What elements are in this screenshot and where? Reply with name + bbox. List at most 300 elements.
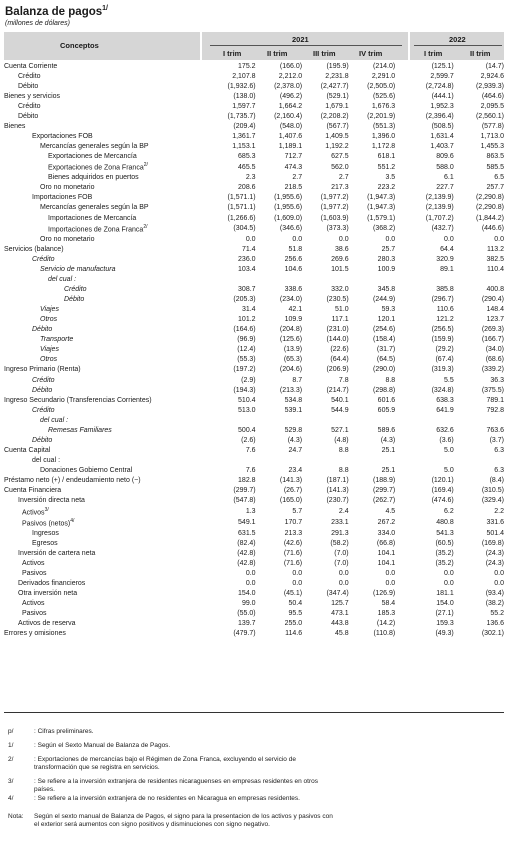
table-row: [4, 223, 504, 234]
column-gap: [395, 325, 403, 335]
table-row: [4, 121, 504, 131]
table-cell: (169.8): [481, 539, 504, 547]
table-cell: 1,713.0: [480, 132, 504, 140]
table-cell: 233.1: [331, 519, 349, 527]
table-cell: (188.9): [373, 477, 396, 484]
table-cell: [302, 455, 349, 465]
table-cell: 2,291.0: [371, 72, 396, 80]
table-cell: (231.0): [326, 326, 349, 334]
table-cell: (1,932.6): [227, 82, 256, 90]
table-row: [4, 579, 504, 589]
table-cell: 5.0: [444, 446, 454, 454]
table-cell: 25.7: [381, 245, 396, 253]
table-row: [4, 131, 504, 141]
row-label: [4, 71, 209, 81]
table-row: [4, 506, 504, 517]
table-cell: 513.0: [238, 406, 256, 414]
table-cell: (93.4): [485, 590, 504, 598]
column-gap: [395, 465, 403, 475]
table-cell: (304.5): [233, 225, 256, 233]
header-concepts: Conceptos: [60, 41, 99, 50]
table-row: [4, 355, 504, 365]
table-cell: (577.8): [481, 122, 504, 130]
table-cell: 627.5: [331, 152, 349, 160]
table-cell: [209, 275, 256, 285]
row-footnote-ref: 4/: [70, 517, 75, 524]
table-row: [4, 183, 504, 193]
row-label-text: Cuenta Capital: [4, 446, 51, 454]
table-cell: 1,676.3: [371, 102, 396, 110]
table-row: [4, 71, 504, 81]
table-cell: 101.5: [331, 266, 349, 274]
row-label: [4, 465, 209, 475]
table-cell: 1,396.0: [371, 132, 396, 140]
table-cell: 101.2: [238, 316, 256, 324]
row-label-text: Activos: [22, 559, 45, 567]
table-cell: 473.1: [331, 610, 349, 618]
table-cell: 5.0: [444, 466, 454, 474]
table-cell: [454, 275, 504, 285]
row-label: [4, 183, 209, 193]
table-cell: 269.6: [331, 255, 349, 263]
table-cell: (299.7): [373, 487, 396, 495]
table-cell: (474.6): [431, 497, 454, 505]
table-cell: (204.6): [279, 366, 303, 374]
row-label-text: Otra inversión neta: [18, 590, 78, 598]
table-cell: 338.6: [284, 286, 303, 294]
row-label: [4, 345, 209, 355]
row-label-text: Débito: [32, 436, 53, 444]
table-cell: (3.7): [489, 436, 504, 444]
table-cell: (120.1): [431, 477, 454, 484]
table-cell: 500.4: [238, 426, 256, 434]
table-cell: (8.4): [489, 477, 504, 484]
table-cell: 685.3: [238, 152, 256, 160]
column-gap: [395, 101, 403, 111]
table-cell: 549.1: [238, 519, 256, 527]
table-cell: 0.0: [444, 569, 454, 577]
column-gap: [395, 558, 403, 568]
table-cell: (7.0): [334, 559, 349, 567]
table-cell: 103.4: [238, 266, 256, 274]
table-cell: (1,579.1): [367, 214, 396, 222]
row-label-text: Derivados financieros: [18, 580, 86, 588]
table-cell: (290.4): [481, 296, 504, 304]
table-row: [4, 599, 504, 609]
table-cell: 6.3: [494, 466, 504, 474]
table-row: [4, 415, 504, 425]
row-label-text: Cuenta Financiera: [4, 487, 62, 495]
table-cell: 789.1: [486, 396, 504, 404]
table-cell: (508.5): [431, 122, 454, 130]
table-cell: 2,095.5: [480, 102, 504, 110]
column-gap: [395, 173, 403, 183]
table-cell: 541.3: [436, 529, 454, 537]
table-cell: 5.5: [444, 376, 454, 384]
column-gap: [395, 486, 403, 496]
table-cell: 223.2: [377, 184, 396, 192]
table-cell: 540.1: [331, 396, 349, 404]
table-cell: (1,947.3): [367, 204, 396, 212]
column-gap: [395, 234, 403, 244]
row-label: [4, 223, 209, 234]
row-label: [4, 131, 209, 141]
row-label: [4, 91, 209, 101]
row-label: [4, 589, 209, 599]
row-label: [4, 315, 209, 325]
table-cell: 25.1: [381, 446, 396, 454]
table-cell: 863.5: [486, 152, 504, 160]
table-row: [4, 475, 504, 485]
table-cell: (1,571.1): [227, 194, 256, 202]
column-gap: [395, 517, 403, 528]
row-label: [4, 193, 209, 203]
row-label-text: Ingresos: [32, 529, 59, 537]
table-row: [4, 173, 504, 183]
table-cell: (2,201.9): [367, 112, 396, 120]
table-row: [4, 203, 504, 213]
column-gap: [395, 141, 403, 151]
footnote-key: 4/: [8, 795, 14, 802]
row-label-text: Débito: [64, 296, 85, 304]
row-label: [4, 375, 209, 385]
row-footnote-ref: 2/: [143, 162, 148, 169]
row-label: [4, 355, 209, 365]
row-label-text: Bienes: [4, 122, 26, 130]
table-row: [4, 405, 504, 415]
table-row: [4, 193, 504, 203]
row-label: [4, 415, 209, 425]
table-cell: 123.7: [486, 316, 504, 324]
table-cell: (567.7): [326, 122, 349, 130]
table-row: [4, 335, 504, 345]
column-gap: [395, 203, 403, 213]
row-label: [4, 203, 209, 213]
table-cell: 1,631.4: [430, 132, 454, 140]
column-gap: [395, 619, 403, 629]
table-cell: 31.4: [241, 306, 256, 314]
table-cell: 589.6: [377, 426, 396, 434]
row-label: [4, 568, 209, 578]
row-label: [4, 455, 209, 465]
row-label: [4, 325, 209, 335]
table-row: [4, 528, 504, 538]
table-cell: (213.3): [279, 386, 303, 394]
table-cell: 4.5: [385, 507, 396, 515]
row-label-text: Pasivos: [22, 610, 47, 618]
table-cell: (22.6): [330, 346, 349, 354]
row-label: [4, 599, 209, 609]
table-cell: 71.4: [241, 245, 256, 253]
table-cell: [454, 415, 504, 425]
table-cell: 8.8: [338, 466, 349, 474]
row-label: [4, 254, 209, 264]
column-gap: [395, 435, 403, 445]
table-cell: (209.4): [233, 122, 256, 130]
table-cell: 1,952.3: [430, 102, 454, 110]
table-cell: 1,172.8: [371, 142, 396, 150]
table-row: [4, 275, 504, 285]
table-cell: 185.3: [377, 610, 396, 618]
column-gap: [395, 275, 403, 285]
table-cell: 291.3: [331, 529, 349, 537]
table-cell: 58.4: [381, 600, 396, 608]
table-cell: (1,977.2): [320, 204, 349, 212]
table-cell: (1,571.1): [227, 204, 256, 212]
column-gap: [395, 375, 403, 385]
table-cell: 104.1: [377, 559, 396, 567]
row-label-text: Bienes y servicios: [4, 92, 61, 100]
column-gap: [395, 335, 403, 345]
column-gap: [395, 151, 403, 161]
row-label-text: del cual :: [32, 456, 61, 464]
row-label-text: Débito: [32, 326, 53, 334]
table-cell: 7.6: [245, 446, 256, 454]
table-cell: (2,290.8): [475, 194, 504, 202]
table-cell: 2,599.7: [430, 72, 454, 80]
table-cell: (55.0): [237, 610, 256, 618]
column-gap: [395, 548, 403, 558]
header-q2-2022: II trim: [470, 49, 491, 58]
row-label: [4, 234, 209, 244]
row-label-text: Exportaciones de Mercancía: [48, 152, 137, 160]
table-row: [4, 619, 504, 629]
table-cell: 227.7: [436, 184, 454, 192]
table-cell: 0.0: [385, 569, 396, 577]
row-label-text: Oro no monetario: [40, 184, 95, 192]
table-cell: (194.3): [233, 386, 256, 394]
year-underline: [414, 45, 502, 46]
table-cell: (49.3): [435, 630, 454, 638]
column-gap: [395, 111, 403, 121]
table-cell: 213.3: [284, 529, 303, 537]
footnote-key: 1/: [8, 742, 14, 749]
table-cell: (144.0): [326, 336, 349, 344]
table-cell: 0.0: [385, 235, 396, 243]
table-cell: (35.2): [435, 549, 454, 557]
footnote-key: 2/: [8, 756, 14, 763]
row-label: [4, 305, 209, 315]
table-cell: [256, 275, 303, 285]
table-cell: [302, 275, 349, 285]
table-cell: (2,505.0): [367, 82, 396, 90]
row-label-text: Débito: [18, 112, 39, 120]
row-label-text: Transporte: [40, 336, 74, 344]
row-label-text: Inversión directa neta: [18, 497, 85, 505]
table-cell: [404, 455, 454, 465]
page-subtitle: (millones de dólares): [5, 20, 70, 27]
table-cell: 501.4: [486, 529, 504, 537]
table-cell: 0.0: [494, 235, 504, 243]
row-label: [4, 81, 209, 91]
table-cell: 2.7: [338, 174, 349, 182]
table-row: [4, 141, 504, 151]
header-q2-2021: II trim: [267, 49, 288, 58]
row-label-text: Egresos: [32, 539, 58, 547]
table-cell: (27.1): [435, 610, 454, 618]
table-cell: [404, 415, 454, 425]
page-title: Balanza de pagos$^{1/}$: [5, 5, 108, 18]
table-cell: 641.9: [436, 406, 454, 414]
header-q4-2021: IV trim: [359, 49, 383, 58]
table-cell: (24.3): [485, 559, 504, 567]
row-label: [4, 101, 209, 111]
table-cell: (65.3): [283, 356, 303, 364]
row-label-text: Servicios (balance): [4, 245, 64, 253]
column-gap: [395, 71, 403, 81]
table-row: [4, 151, 504, 161]
table-cell: [209, 415, 256, 425]
table-cell: (34.0): [485, 346, 504, 354]
table-cell: (71.6): [283, 559, 303, 567]
table-row: [4, 254, 504, 264]
table-cell: 1,361.7: [232, 132, 256, 140]
row-label-text: Mercancías generales según la BP: [40, 142, 149, 150]
row-label-text: Débito: [18, 82, 39, 90]
column-gap: [395, 295, 403, 305]
table-cell: (206.9): [326, 366, 349, 374]
table-cell: (126.9): [373, 590, 396, 598]
row-footnote-ref: 2/: [143, 224, 148, 231]
table-cell: (256.5): [431, 326, 454, 334]
table-row: [4, 61, 504, 71]
table-cell: 0.0: [292, 235, 303, 243]
row-label: [4, 111, 209, 121]
table-cell: 208.6: [238, 184, 256, 192]
table-cell: 7.6: [245, 466, 256, 474]
table-cell: (166.7): [481, 336, 504, 344]
table-cell: 218.5: [284, 184, 303, 192]
table-cell: 0.0: [338, 580, 349, 588]
column-gap: [395, 629, 403, 639]
table-cell: (4.3): [287, 436, 303, 444]
table-cell: (14.2): [376, 620, 396, 628]
table-cell: 534.8: [284, 396, 303, 404]
table-cell: [256, 415, 303, 425]
row-label: [4, 475, 209, 485]
column-gap: [395, 183, 403, 193]
row-label-text: Viajes: [40, 346, 59, 354]
row-label: [4, 558, 209, 568]
table-cell: 588.0: [436, 163, 454, 171]
footnote-key: Nota:: [8, 813, 24, 820]
column-gap: [395, 496, 403, 506]
table-cell: (446.6): [481, 225, 504, 233]
table-row: [4, 213, 504, 223]
table-cell: (432.7): [431, 225, 454, 233]
table-cell: 331.6: [486, 519, 504, 527]
column-gap: [395, 599, 403, 609]
table-cell: (2,427.7): [320, 82, 349, 90]
table-cell: 334.0: [377, 529, 396, 537]
table-cell: (125.1): [431, 62, 454, 70]
table-cell: (166.0): [279, 62, 303, 70]
column-gap: [395, 609, 403, 619]
header-year-2022: 2022: [449, 35, 466, 44]
table-cell: (4.8): [334, 436, 349, 444]
row-label-text: del cual :: [48, 276, 77, 284]
table-cell: (1,844.2): [475, 214, 504, 222]
table-cell: (2,560.1): [475, 112, 504, 120]
table-cell: (205.3): [233, 296, 256, 304]
table-cell: 181.1: [436, 590, 454, 598]
table-row: [4, 385, 504, 395]
table-cell: (38.2): [485, 600, 504, 608]
table-cell: (4.3): [380, 436, 396, 444]
table-cell: (96.9): [237, 336, 256, 344]
table-row: [4, 395, 504, 405]
table-cell: (310.5): [481, 487, 504, 495]
column-gap: [395, 385, 403, 395]
table-row: [4, 629, 504, 639]
column-gap: [395, 538, 403, 548]
table-cell: (479.7): [233, 630, 256, 638]
table-cell: (66.8): [376, 539, 396, 547]
table-cell: 792.8: [486, 406, 504, 414]
table-cell: 24.7: [288, 446, 303, 454]
row-label: [4, 275, 209, 285]
table-cell: (2,139.9): [425, 194, 454, 202]
table-cell: 1,455.3: [480, 142, 504, 150]
table-cell: [349, 415, 396, 425]
table-cell: (64.5): [376, 356, 396, 364]
row-label-text: Remesas Familiares: [48, 426, 112, 434]
table-cell: (319.3): [431, 366, 454, 374]
table-row: [4, 81, 504, 91]
table-cell: (71.6): [283, 549, 303, 557]
table-cell: 148.4: [486, 306, 504, 314]
table-cell: 23.4: [288, 466, 303, 474]
table-cell: (2,378.0): [274, 82, 303, 90]
column-gap: [395, 506, 403, 517]
table-cell: (2,724.8): [425, 82, 454, 90]
row-label: [4, 365, 209, 375]
table-cell: (548.0): [279, 122, 303, 130]
table-cell: 0.0: [245, 569, 256, 577]
row-label-text: Débito: [32, 386, 53, 394]
table-cell: (45.1): [283, 590, 303, 598]
table-cell: 136.6: [486, 620, 504, 628]
column-gap: [395, 355, 403, 365]
table-row: [4, 425, 504, 435]
table-cell: (2,160.4): [274, 112, 303, 120]
row-label-text: Crédito: [18, 102, 41, 110]
table-cell: 400.8: [486, 286, 504, 294]
table-cell: 51.8: [288, 245, 303, 253]
row-label: [4, 425, 209, 435]
row-label-text: Crédito: [32, 406, 55, 414]
table-cell: (141.3): [279, 477, 303, 484]
table-cell: (230.7): [326, 497, 349, 505]
row-label-text: Mercancías generales según la BP: [40, 204, 149, 212]
table-cell: (42.8): [237, 559, 256, 567]
row-label: [4, 151, 209, 161]
table-cell: (29.2): [435, 346, 454, 354]
table-cell: 562.0: [331, 163, 349, 171]
table-cell: 345.8: [377, 286, 396, 294]
row-label: [4, 435, 209, 445]
footnote-text: Según el sexto manual de Balanza de Pagos, el signo para la presentacion de los activos y pasivos con el exterior será aumentos con signo positivos y disminuciones con signo negativo.: [34, 813, 333, 828]
table-cell: (64.4): [330, 356, 349, 364]
table-cell: (110.8): [373, 630, 396, 638]
row-label: [4, 579, 209, 589]
column-gap: [395, 61, 403, 71]
table-bottom-rule: [4, 712, 504, 713]
footnote-text: : Se refiere a la inversión extranjera de no residentes en Nicaragua en empresas residentes.: [34, 795, 300, 802]
row-label-text: Exportaciones FOB: [32, 132, 93, 140]
table-cell: (82.4): [237, 539, 256, 547]
table-cell: (214.7): [326, 386, 349, 394]
